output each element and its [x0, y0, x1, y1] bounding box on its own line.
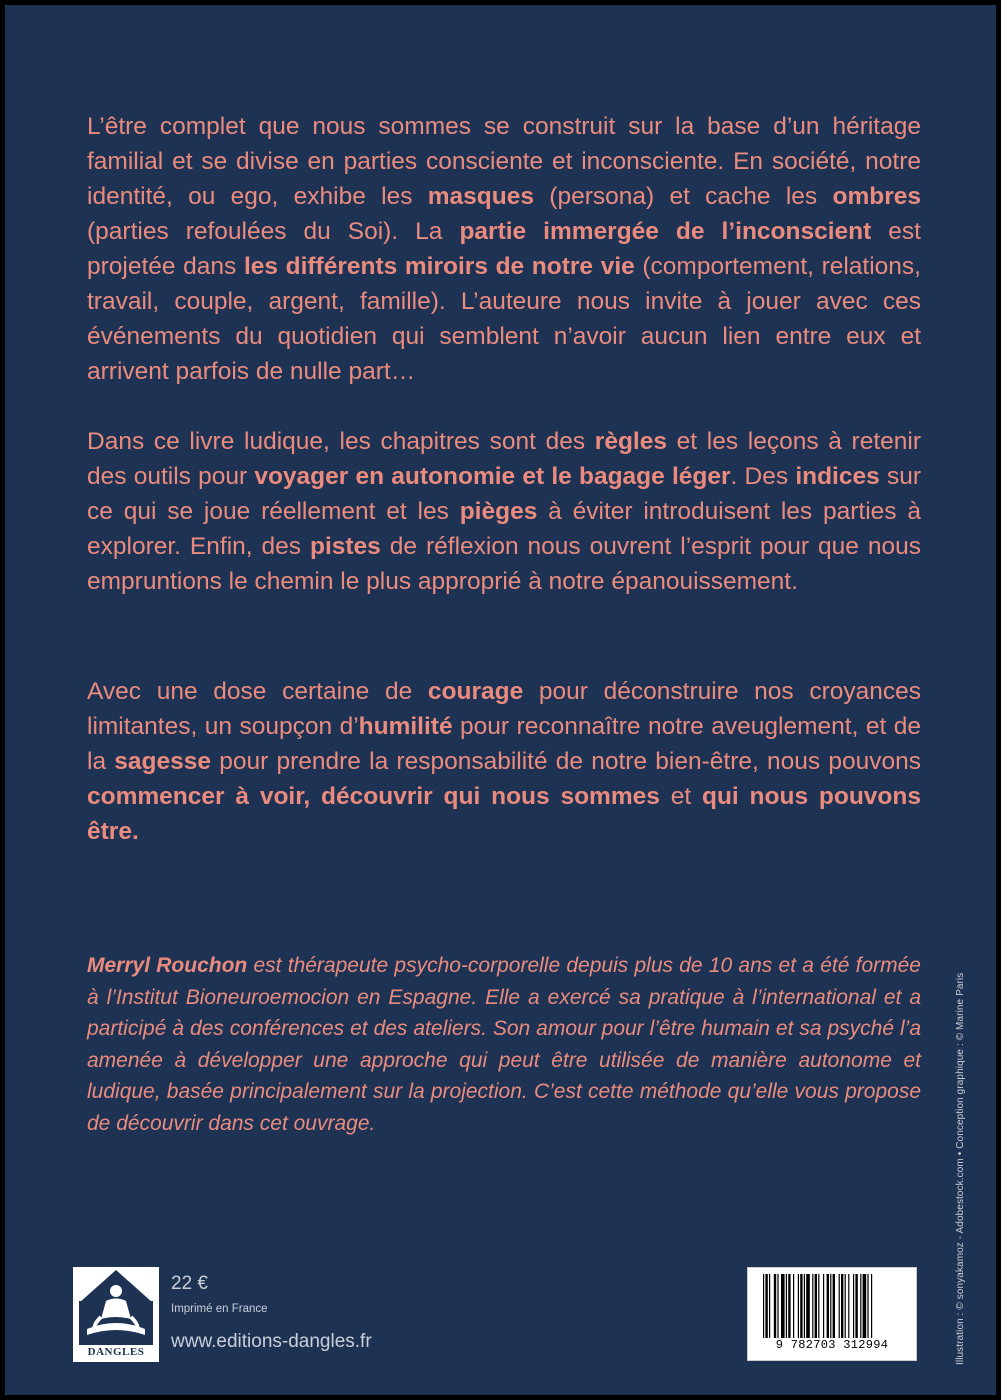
barcode-bar	[781, 1274, 785, 1338]
barcode-bar	[848, 1274, 849, 1338]
barcode-bar	[765, 1274, 767, 1338]
barcode-bar	[818, 1274, 819, 1338]
barcode-bar	[786, 1274, 787, 1338]
barcode-bar	[815, 1274, 817, 1338]
publisher-logo	[73, 1267, 159, 1362]
author-bio-text: est thérapeute psycho-corporelle depuis plus de 10 ans et a été formée à l’Institut Bioneuroemocion en Espagne. Elle a exercé sa pratique à l’international et a participé à des conférences et des ateliers. Son amour pour l’être humain et sa psyché l’a amenée à développer une approche qui peut être utilisée de manière autonome et ludique, basée principalement sur la projection. C’est cette méthode qu’elle vous propose de découvrir dans cet ouvrage.	[87, 954, 921, 1135]
text-span: Avec une dose certaine de	[87, 678, 428, 705]
text-span: à éviter introduisent les parties à explorer. Enfin, des	[87, 498, 921, 560]
bold-term: partie immergée de l’inconscient	[459, 218, 872, 245]
barcode-bar	[798, 1274, 799, 1338]
barcode-bar	[871, 1274, 872, 1338]
price: 22 €	[171, 1273, 208, 1294]
barcode-bar	[839, 1274, 840, 1338]
printed-in: Imprimé en France	[171, 1303, 268, 1315]
bold-term: indices	[795, 463, 880, 490]
bold-term: commencer à voir, découvrir qui nous sommes	[87, 783, 660, 810]
bold-term: les différents miroirs de notre vie	[243, 253, 635, 280]
barcode-bar	[827, 1274, 829, 1338]
barcode-bar	[777, 1274, 778, 1338]
bold-term: pistes	[310, 533, 381, 560]
bold-term: courage	[427, 678, 524, 705]
barcode-bar	[867, 1274, 868, 1338]
barcode-bar	[853, 1274, 854, 1338]
text-span: . Des	[730, 463, 796, 490]
barcode-bar	[769, 1274, 770, 1338]
text-span: (persona) et cache les	[533, 183, 833, 210]
barcode-bar	[812, 1274, 813, 1338]
bold-term: voyager en autonomie et le bagage léger	[254, 463, 731, 490]
meditating-figure-icon	[73, 1267, 159, 1347]
illustration-credit: Illustration : © sonyakamoz - Adobestock.com • Conception graphique : © Marine Paris	[955, 972, 966, 1365]
isbn-barcode	[747, 1267, 917, 1361]
barcode-bar	[833, 1274, 835, 1338]
barcode-bar	[830, 1274, 831, 1338]
bold-term: qui nous pouvons être.	[87, 783, 921, 845]
publisher-website: www.editions-dangles.fr	[171, 1331, 372, 1352]
text-span: pour prendre la responsabilité de notre bien-être, nous pouvons	[211, 748, 921, 775]
text-span: (comportement, relations, travail, couple, argent, famille). L’auteure nous invite à jouer avec ces événements du quotidien qui semblent n’avoir aucun lien entre eux et arrivent parfois de nulle part…	[87, 253, 921, 385]
text-span: Dans ce livre ludique, les chapitres sont des	[87, 428, 595, 455]
author-bio	[87, 950, 921, 1139]
text-span: pour reconnaître notre aveuglement, et de la	[87, 713, 922, 775]
barcode-bar	[823, 1274, 824, 1338]
bold-term: masques	[427, 183, 534, 210]
bold-term: règles	[594, 428, 667, 455]
barcode-bar	[763, 1274, 764, 1338]
bold-term: humilité	[358, 713, 453, 740]
barcode-bar	[793, 1274, 794, 1338]
text-span: L’être complet que nous sommes se construit sur la base d’un héritage familial et se divise en parties consciente et inconsciente. En société, notre identité, ou ego, exhibe les	[87, 113, 921, 210]
barcode-bar	[855, 1274, 857, 1338]
bold-term: ombres	[832, 183, 921, 210]
barcode-bar	[774, 1274, 776, 1338]
barcode-bar	[863, 1274, 867, 1338]
barcode-number: 9 782703 312994	[775, 1338, 889, 1352]
barcode-bar	[804, 1274, 805, 1338]
text-span: de réflexion nous ouvrent l’esprit pour que nous empruntions le chemin le plus approprié à notre épanouissement.	[87, 533, 921, 595]
description-paragraph-2	[87, 424, 921, 599]
barcode-bar	[845, 1274, 846, 1338]
bold-term: sagesse	[114, 748, 212, 775]
publisher-logo-name: DANGLES	[87, 1346, 145, 1358]
barcode-bar	[841, 1274, 843, 1338]
text-span: (parties refoulées du Soi). La	[87, 218, 460, 245]
text-span: et les leçons à retenir des outils pour	[87, 428, 921, 490]
text-span: et	[659, 783, 702, 810]
barcode-bar	[800, 1274, 802, 1338]
back-cover	[5, 5, 996, 1395]
text-span: sur ce qui se joue réellement et les	[87, 463, 921, 525]
barcode-bars	[763, 1274, 901, 1338]
text-span: est projetée dans	[87, 218, 921, 280]
bold-term: pièges	[459, 498, 538, 525]
description-paragraph-1	[87, 109, 921, 389]
author-name: Merryl Rouchon	[87, 954, 248, 977]
barcode-bar	[788, 1274, 790, 1338]
text-span: pour déconstruire nos croyances limitantes, un soupçon d’	[87, 678, 922, 740]
barcode-bar	[806, 1274, 810, 1338]
description-paragraph-3	[87, 674, 921, 849]
barcode-bar	[860, 1274, 861, 1338]
